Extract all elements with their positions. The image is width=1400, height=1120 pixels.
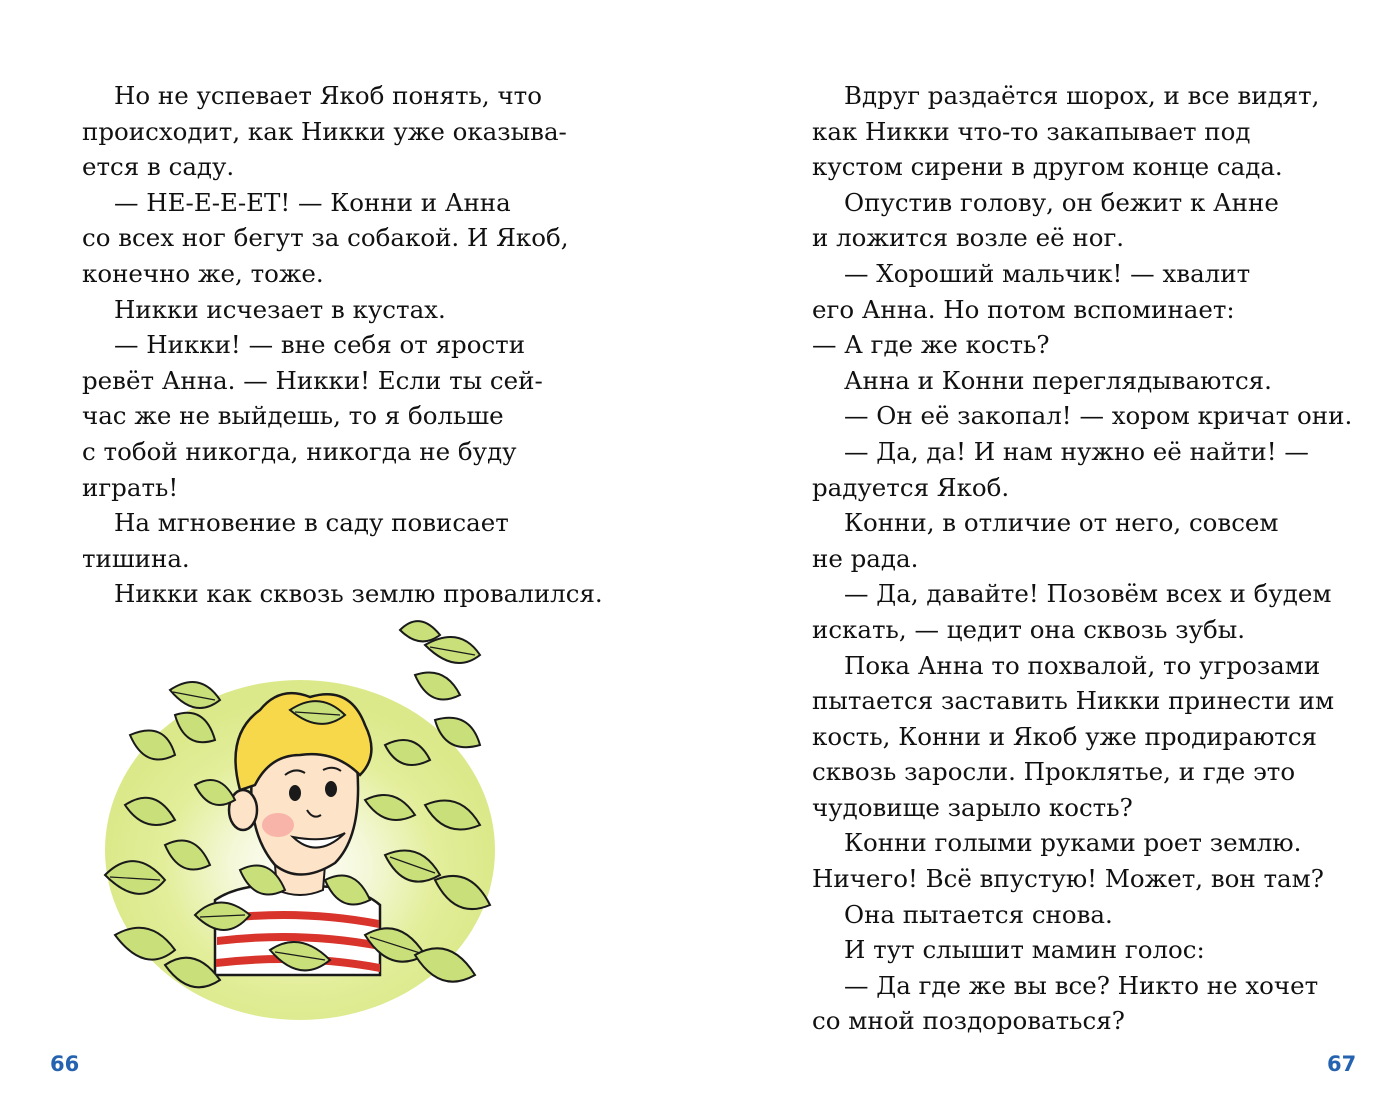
- page-number: 67: [1327, 1052, 1357, 1076]
- text-line: час же не выйдешь, то я больше: [82, 401, 504, 431]
- text-line: тишина.: [82, 543, 190, 573]
- text-line: — Никки! — вне себя от ярости: [114, 330, 526, 360]
- text-line: пытается заставить Никки принести им: [812, 686, 1335, 716]
- text-line: Ничего! Всё впустую! Может, вон там?: [812, 864, 1324, 894]
- text-line: играть!: [82, 472, 179, 502]
- text-line: как Никки что-то закапывает под: [812, 116, 1251, 146]
- right-page-text: [812, 78, 1353, 1039]
- text-line: Она пытается снова.: [844, 899, 1113, 929]
- text-line: кость, Конни и Якоб уже продираются: [812, 721, 1318, 751]
- text-line: со всех ног бегут за собакой. И Якоб,: [82, 223, 569, 253]
- text-line: ревёт Анна. — Никки! Если ты сей-: [82, 365, 543, 395]
- text-line: Никки исчезает в кустах.: [114, 294, 446, 324]
- text-line: Никки как сквозь землю провалился.: [114, 579, 603, 609]
- text-line: — Хороший мальчик! — хвалит: [844, 258, 1251, 288]
- text-line: Конни, в отличие от него, совсем: [844, 508, 1279, 538]
- text-line: — Да, давайте! Позовём всех и будем: [844, 579, 1332, 609]
- page-number: 66: [50, 1052, 80, 1076]
- text-line: искать, — цедит она сквозь зубы.: [812, 614, 1246, 644]
- text-line: сквозь заросли. Проклятье, и где это: [812, 757, 1296, 787]
- text-line: Анна и Конни переглядываются.: [844, 365, 1272, 395]
- text-line: не рада.: [812, 543, 919, 573]
- text-line: И тут слышит мамин голос:: [844, 935, 1205, 965]
- text-line: Вдруг раздаётся шорох, и все видят,: [844, 81, 1320, 110]
- left-page-text: [82, 78, 602, 612]
- text-line: с тобой никогда, никогда не буду: [82, 436, 517, 466]
- text-line: происходит, как Никки уже оказыва-: [82, 116, 567, 146]
- boy-in-bushes-illustration: [95, 615, 505, 1020]
- text-line: Опустив голову, он бежит к Анне: [844, 187, 1279, 217]
- text-line: Конни голыми руками роет землю.: [844, 828, 1302, 858]
- text-line: — Да, да! И нам нужно её найти! —: [844, 436, 1309, 466]
- text-line: — НЕ-Е-Е-ЕТ! — Конни и Анна: [114, 187, 511, 217]
- right-page: [700, 0, 1400, 1120]
- text-line: — А где же кость?: [812, 330, 1050, 360]
- text-line: и ложится возле её ног.: [812, 223, 1125, 253]
- text-line: кустом сирени в другом конце сада.: [812, 152, 1283, 182]
- text-line: со мной поздороваться?: [812, 1006, 1125, 1036]
- text-line: радуется Якоб.: [812, 472, 1010, 502]
- text-line: На мгновение в саду повисает: [114, 508, 509, 538]
- text-line: — Да где же вы все? Никто не хочет: [844, 970, 1319, 1000]
- text-line: чудовище зарыло кость?: [812, 792, 1133, 822]
- text-line: ется в саду.: [82, 152, 235, 182]
- text-line: конечно же, тоже.: [82, 258, 324, 288]
- text-line: Пока Анна то похвалой, то угрозами: [844, 650, 1321, 680]
- text-line: его Анна. Но потом вспоминает:: [812, 294, 1235, 324]
- text-line: — Он её закопал! — хором кричат они.: [844, 401, 1353, 431]
- text-line: Но не успевает Якоб понять, что: [114, 81, 542, 110]
